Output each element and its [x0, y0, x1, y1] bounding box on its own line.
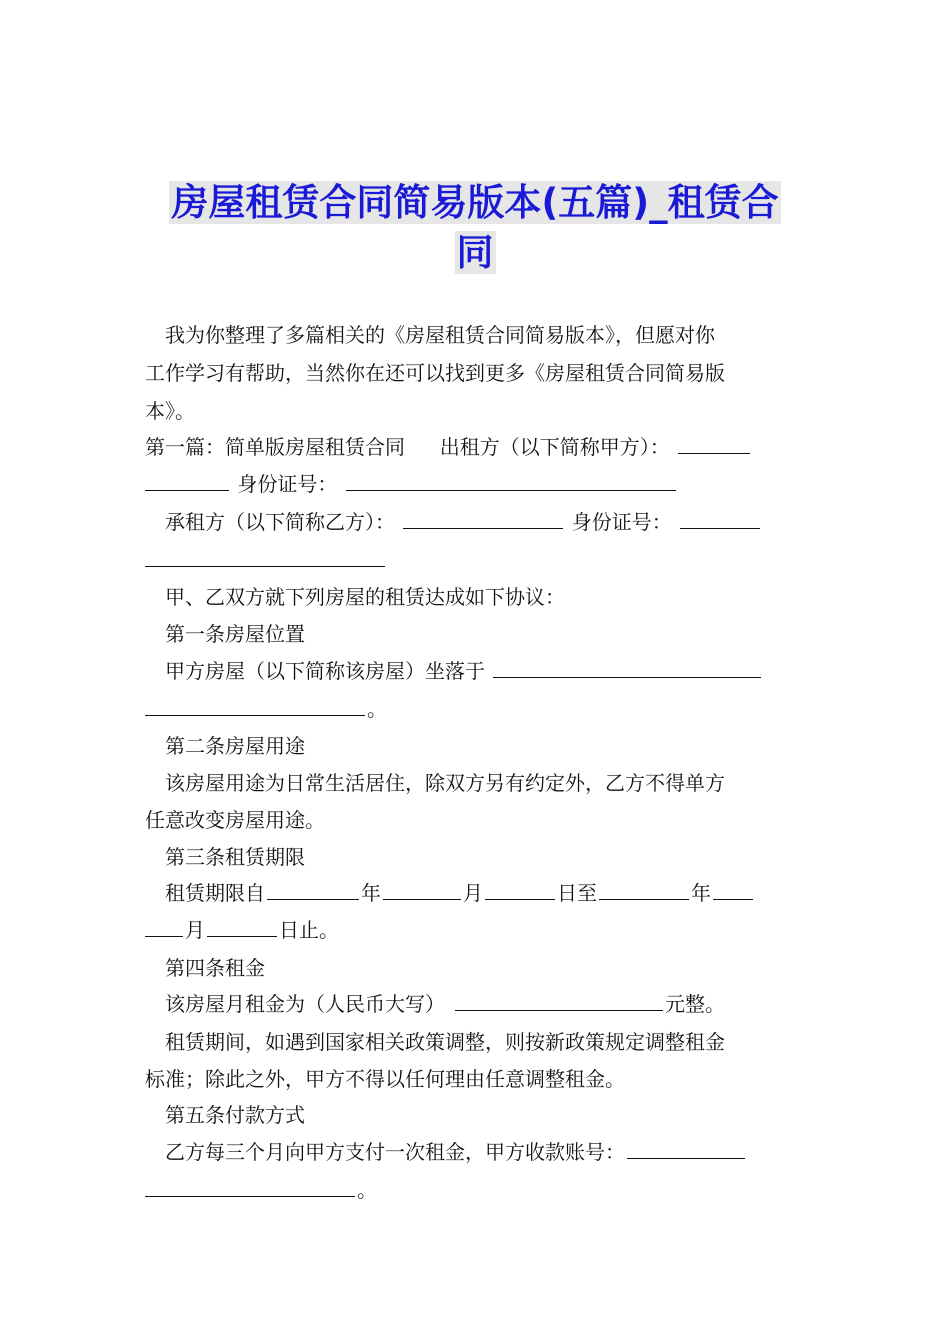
lessee-name-blank	[403, 508, 563, 529]
term-prefix: 租赁期限自	[165, 881, 265, 905]
section1-lessor-line	[145, 433, 810, 461]
rent-end: 元整。	[665, 992, 725, 1016]
term-year: 年	[361, 881, 381, 905]
document-title-line2: 同	[456, 231, 494, 274]
lessor-id-line	[145, 470, 810, 498]
rent-line	[165, 990, 830, 1018]
end-month-blank-cont	[145, 916, 183, 937]
article1-heading: 第一条房屋位置	[165, 622, 305, 646]
term-year2: 年	[691, 881, 711, 905]
term-month: 月	[463, 881, 483, 905]
document-title-line1: 房屋租赁合同简易版本(五篇)_租赁合	[171, 181, 779, 224]
article1-end: 。	[367, 697, 387, 721]
article4-line-1: 租赁期间，如遇到国家相关政策调整，则按新政策规定调整租金	[165, 1030, 725, 1054]
rent-amount-blank	[455, 990, 663, 1011]
start-month-blank	[383, 879, 461, 900]
account-blank	[627, 1138, 745, 1159]
article5-text: 乙方每三个月向甲方支付一次租金，甲方收款账号：	[165, 1140, 625, 1164]
article1-line-cont	[145, 695, 810, 723]
lessee-id-blank-cont	[145, 546, 385, 567]
term-month2: 月	[185, 918, 205, 942]
article1-text: 甲方房屋（以下简称该房屋）坐落于	[165, 659, 485, 683]
lessor-name-blank-cont	[145, 470, 229, 491]
term-day-end: 日止。	[279, 918, 339, 942]
term-day-to: 日至	[557, 881, 597, 905]
account-blank-cont	[145, 1176, 355, 1197]
end-year-blank	[599, 879, 689, 900]
agreement-line: 甲、乙双方就下列房屋的租赁达成如下协议：	[165, 585, 565, 609]
intro-line-1: 我为你整理了多篇相关的《房屋租赁合同简易版本》，但愿对你	[165, 323, 715, 347]
lessee-id-blank	[680, 508, 760, 529]
rent-label: 该房屋月租金为（人民币大写）	[165, 992, 445, 1016]
article2-line-2: 任意改变房屋用途。	[145, 808, 325, 832]
end-month-blank	[713, 879, 753, 900]
section1-heading: 第一篇：简单版房屋租赁合同	[145, 435, 405, 459]
article1-line	[165, 657, 830, 685]
location-blank-cont	[145, 695, 365, 716]
article4-heading: 第四条租金	[165, 956, 265, 980]
article2-line-1: 该房屋用途为日常生活居住，除双方另有约定外，乙方不得单方	[165, 771, 725, 795]
lessee-id-label: 身份证号：	[571, 510, 672, 534]
article3-heading: 第三条租赁期限	[165, 845, 305, 869]
article4-line-2: 标准；除此之外，甲方不得以任何理由任意调整租金。	[145, 1067, 625, 1091]
article5-heading: 第五条付款方式	[165, 1103, 305, 1127]
end-day-blank	[207, 916, 277, 937]
lessor-id-blank	[346, 470, 676, 491]
lessee-label: 承租方（以下简称乙方）：	[165, 510, 395, 534]
article5-end: 。	[357, 1178, 377, 1202]
lessor-label: 出租方（以下简称甲方）：	[439, 435, 670, 459]
article2-heading: 第二条房屋用途	[165, 734, 305, 758]
article5-line-cont	[145, 1176, 810, 1204]
article5-line	[165, 1138, 830, 1166]
lessee-id-line-cont	[145, 546, 810, 574]
lessee-line	[165, 508, 830, 536]
intro-line-3: 本》。	[145, 399, 195, 423]
article3-line	[165, 879, 830, 907]
article3-line-cont	[145, 916, 810, 944]
start-year-blank	[267, 879, 359, 900]
lessor-name-blank	[678, 433, 750, 454]
start-day-blank	[485, 879, 555, 900]
intro-line-2: 工作学习有帮助，当然你在还可以找到更多《房屋租赁合同简易版	[145, 361, 725, 385]
location-blank	[493, 657, 761, 678]
lessor-id-label: 身份证号：	[237, 472, 338, 496]
